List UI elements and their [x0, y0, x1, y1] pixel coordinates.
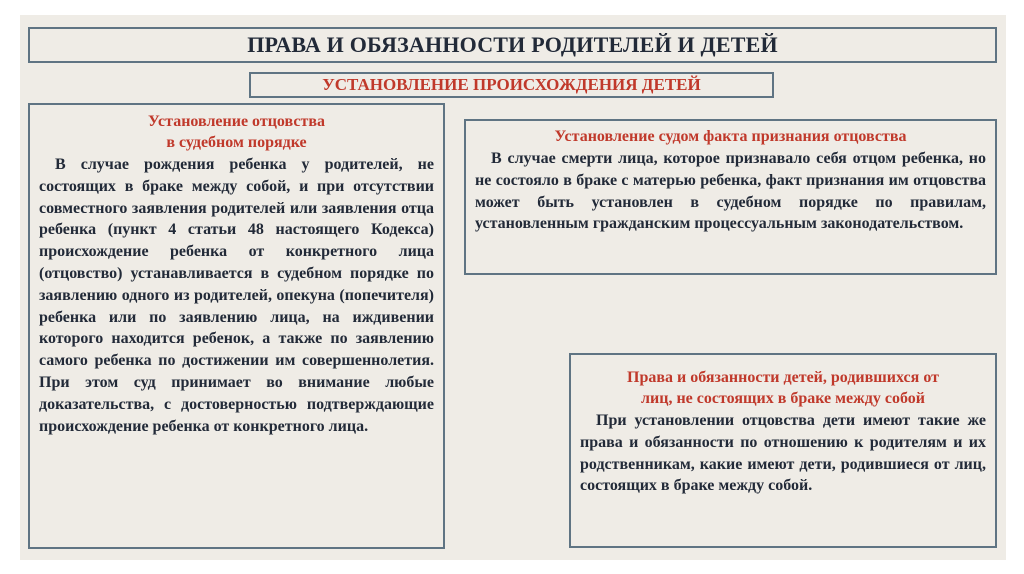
children-rights-heading-line1: Права и обязанности детей, родившихся от: [627, 369, 939, 386]
recognition-fact-body: В случае смерти лица, которое признавало себя отцом ребенка, но не состояло в браке с матерью ребенка, факт признания им отцовства может быть установлен в судебном порядке по правилам, установленным гражданским процессуальным законодательством.: [475, 150, 986, 233]
children-rights-card: [569, 353, 997, 548]
judicial-paternity-card: [28, 103, 445, 549]
children-rights-body: При установлении отцовства дети имеют такие же права и обязанности по отношению к родителям и их родственникам, какие имеют дети, родившиеся от лиц, состоящих в браке между собой.: [580, 412, 986, 495]
children-rights-heading: [580, 367, 986, 409]
title-box: [28, 27, 997, 63]
judicial-paternity-heading-line2: в судебном порядке: [166, 134, 307, 151]
judicial-paternity-heading-line1: Установление отцовства: [148, 113, 325, 130]
recognition-fact-heading: Установление судом факта признания отцовства: [554, 128, 907, 145]
children-rights-heading-line2: лиц, не состоящих в браке между собой: [641, 390, 925, 407]
recognition-fact-card: [464, 119, 997, 275]
judicial-paternity-heading: [39, 111, 434, 153]
page-title: ПРАВА И ОБЯЗАННОСТИ РОДИТЕЛЕЙ И ДЕТЕЙ: [247, 32, 778, 57]
judicial-paternity-body: В случае рождения ребенка у родителей, не состоящих в браке между собой, и при отсутствии совместного заявления родителей или заявления отца ребенка (пункт 4 статьи 48 настоящего Кодекса) происхождение ребенка от конкретного лица (отцовство) устанавливается в судебном порядке по заявлению одного из родителей, опекуна (попечителя) ребенка или по заявлению лица, на иждивении которого находится ребенок, а также по заявлению самого ребенка по достижении им совершеннолетия. При этом суд принимает во внимание любые доказательства, с достоверностью подтверждающие происхождение ребенка от конкретного лица.: [39, 156, 434, 435]
subtitle-box: [249, 72, 774, 98]
page-subtitle: УСТАНОВЛЕНИЕ ПРОИСХОЖДЕНИЯ ДЕТЕЙ: [322, 75, 701, 94]
